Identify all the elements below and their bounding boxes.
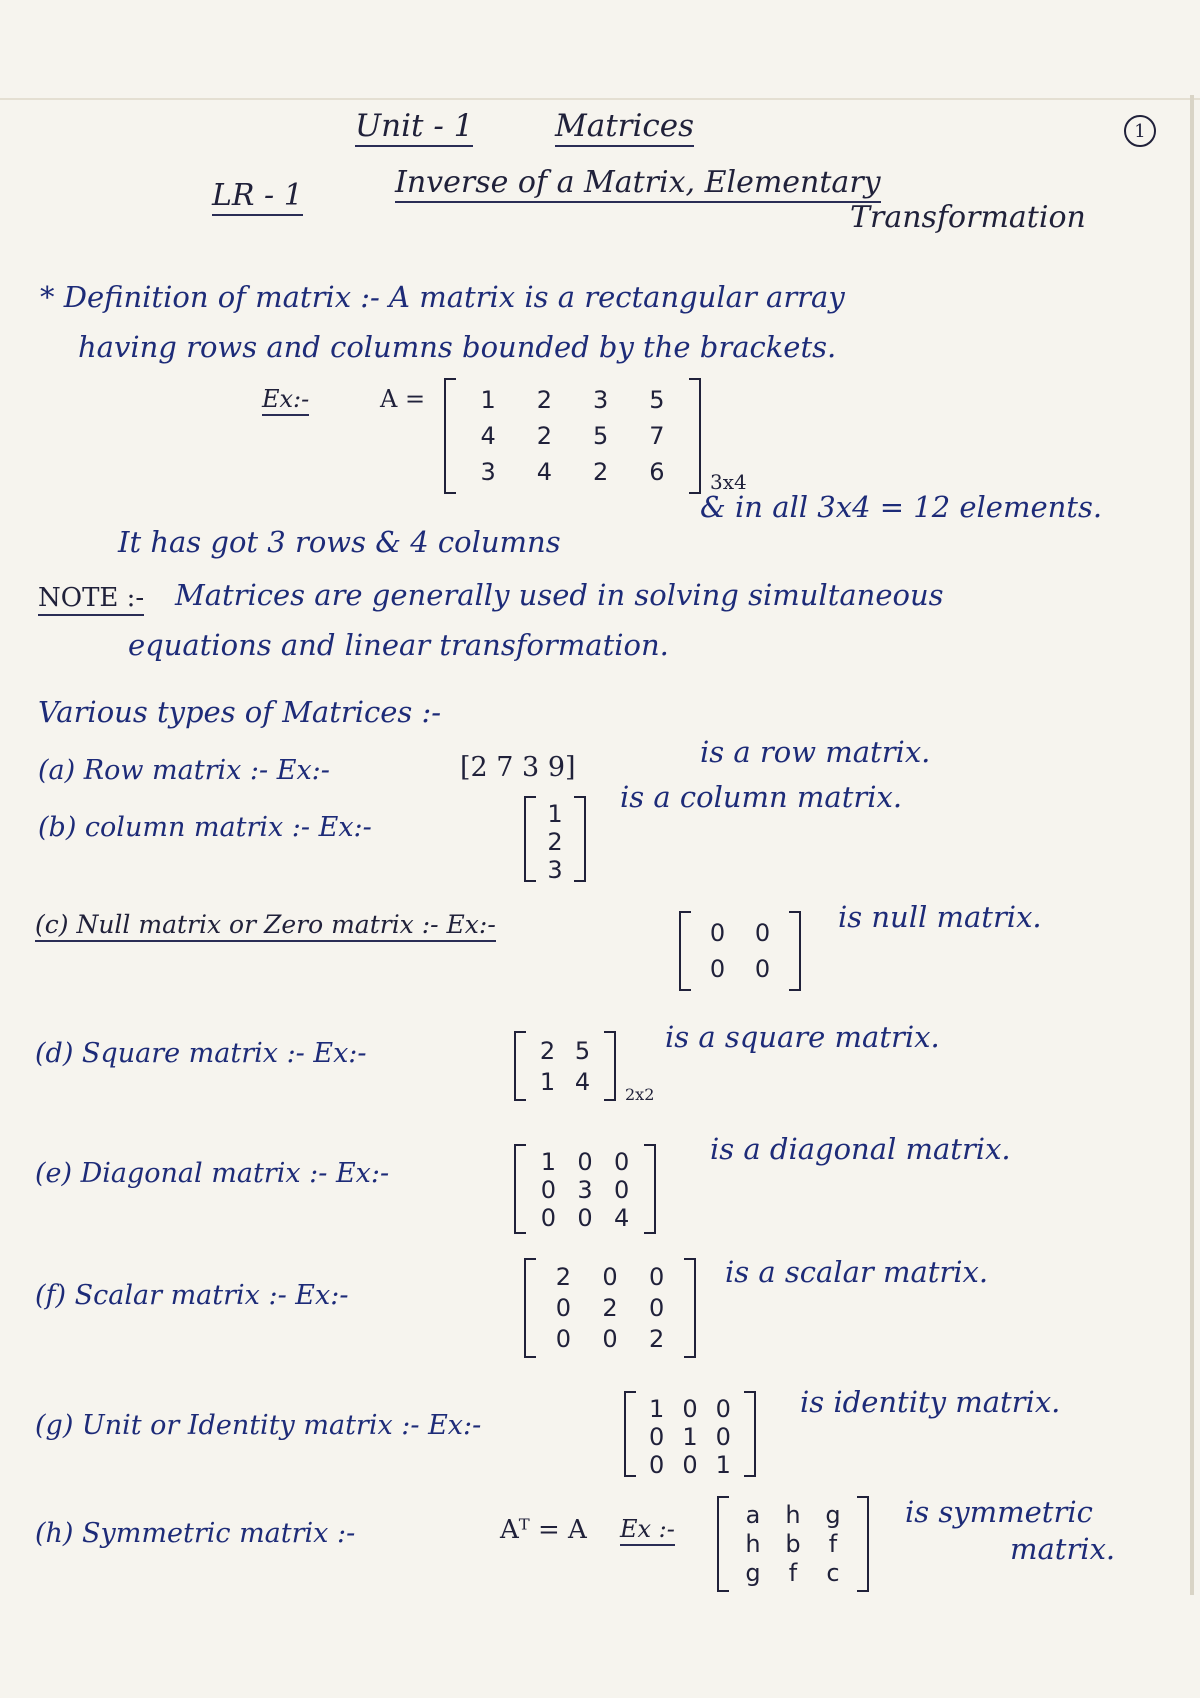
matrix-cell: 6 bbox=[649, 458, 665, 486]
row-matrix-desc: is a row matrix. bbox=[700, 735, 931, 769]
matrix-cell: 5 bbox=[592, 422, 609, 450]
square-matrix-order: 2x2 bbox=[625, 1085, 655, 1104]
matrix-var-name: A = bbox=[380, 385, 426, 413]
elements-count-note: & in all 3x4 = 12 elements. bbox=[700, 490, 1103, 524]
square-matrix-desc: is a square matrix. bbox=[665, 1020, 940, 1054]
matrix-cell: 4 bbox=[536, 458, 553, 486]
symmetric-matrix-label: (h) Symmetric matrix :- bbox=[35, 1518, 356, 1549]
row-matrix-label: (a) Row matrix :- Ex:- bbox=[38, 755, 330, 786]
null-matrix-label: (c) Null matrix or Zero matrix :- Ex:- bbox=[35, 910, 496, 942]
page-number: 1 bbox=[1124, 115, 1156, 147]
scalar-matrix-example bbox=[540, 1262, 680, 1354]
matrix-cell: 0 bbox=[715, 1395, 731, 1423]
scalar-matrix-desc: is a scalar matrix. bbox=[725, 1255, 989, 1289]
matrix-cell: 4 bbox=[574, 1067, 591, 1096]
matrix-cell: 0 bbox=[754, 919, 771, 947]
note-line1: Matrices are generally used in solving simultaneous bbox=[175, 578, 944, 612]
topic-title: Matrices bbox=[555, 108, 694, 147]
subtitle-line2: Transformation bbox=[850, 200, 1086, 235]
matrix-cell: 0 bbox=[577, 1148, 593, 1176]
matrix-cell: 2 bbox=[592, 458, 609, 486]
matrix-cell: 0 bbox=[709, 919, 726, 947]
matrix-cell: 3 bbox=[547, 856, 563, 884]
unit-title: Unit - 1 bbox=[355, 108, 473, 147]
matrix-cell: 0 bbox=[577, 1204, 593, 1232]
types-heading: Various types of Matrices :- bbox=[38, 695, 442, 729]
matrix-cell: 2 bbox=[536, 386, 553, 414]
identity-matrix-desc: is identity matrix. bbox=[800, 1385, 1061, 1419]
matrix-cell: a bbox=[745, 1500, 761, 1529]
matrix-cell: 0 bbox=[682, 1395, 698, 1423]
definition-line2: having rows and columns bounded by the brackets. bbox=[78, 330, 837, 364]
matrix-cell: 0 bbox=[540, 1176, 556, 1204]
matrix-cell: 0 bbox=[649, 1293, 665, 1322]
lecture-label: LR - 1 bbox=[212, 178, 303, 216]
matrix-cell: h bbox=[745, 1529, 761, 1558]
null-matrix-desc: is null matrix. bbox=[838, 900, 1042, 934]
matrix-cell: 0 bbox=[709, 955, 726, 983]
matrix-cell: 0 bbox=[754, 955, 771, 983]
definition-line1: * Definition of matrix :- A matrix is a rectangular array bbox=[40, 280, 845, 314]
rows-columns-note: It has got 3 rows & 4 columns bbox=[118, 525, 561, 559]
matrix-cell: 3 bbox=[577, 1176, 593, 1204]
matrix-cell: 1 bbox=[480, 386, 496, 414]
symmetric-condition: Aᵀ = A bbox=[500, 1515, 587, 1545]
matrix-cell: 4 bbox=[614, 1204, 630, 1232]
symmetric-matrix-desc-line1: is symmetric bbox=[905, 1495, 1093, 1529]
matrix-cell: 0 bbox=[715, 1423, 731, 1451]
matrix-cell: 1 bbox=[540, 1148, 556, 1176]
matrix-cell: 3 bbox=[480, 458, 496, 486]
matrix-cell: f bbox=[828, 1529, 838, 1558]
matrix-cell: f bbox=[788, 1559, 798, 1588]
symmetric-matrix-desc-line2: matrix. bbox=[1010, 1532, 1116, 1566]
matrix-cell: 4 bbox=[480, 422, 496, 450]
subtitle-line1: Inverse of a Matrix, Elementary bbox=[395, 165, 881, 203]
page-top-edge bbox=[0, 98, 1200, 100]
matrix-cell: 0 bbox=[649, 1263, 665, 1292]
matrix-cell: 0 bbox=[602, 1324, 618, 1353]
example-label: Ex:- bbox=[262, 385, 309, 416]
row-matrix-example: [2 7 3 9] bbox=[460, 752, 576, 783]
matrix-cell: c bbox=[826, 1559, 840, 1588]
matrix-cell: 2 bbox=[536, 422, 553, 450]
matrix-cell: 2 bbox=[555, 1263, 571, 1292]
matrix-cell: 1 bbox=[682, 1423, 698, 1451]
matrix-cell: 1 bbox=[547, 800, 563, 828]
matrix-cell: 0 bbox=[649, 1423, 665, 1451]
matrix-cell: 0 bbox=[649, 1451, 665, 1479]
matrix-cell: 2 bbox=[539, 1036, 556, 1065]
square-matrix-label: (d) Square matrix :- Ex:- bbox=[35, 1038, 367, 1069]
matrix-cell: 2 bbox=[649, 1324, 665, 1353]
matrix-cell: b bbox=[785, 1529, 801, 1558]
matrix-cell: g bbox=[825, 1500, 841, 1529]
matrix-cell: 1 bbox=[649, 1395, 665, 1423]
matrix-cell: 2 bbox=[602, 1293, 618, 1322]
matrix-cell: 2 bbox=[547, 828, 563, 856]
diagonal-matrix-desc: is a diagonal matrix. bbox=[710, 1132, 1011, 1166]
matrix-cell: 0 bbox=[614, 1176, 630, 1204]
example-matrix-3x4 bbox=[460, 382, 685, 490]
symmetric-ex-label: Ex :- bbox=[620, 1515, 675, 1546]
matrix-cell: g bbox=[745, 1559, 761, 1588]
matrix-cell: 0 bbox=[614, 1148, 630, 1176]
identity-matrix-example bbox=[640, 1395, 740, 1479]
page-right-edge bbox=[1190, 95, 1194, 1595]
column-matrix-example bbox=[540, 800, 570, 884]
note-label: NOTE :- bbox=[38, 583, 144, 616]
matrix-cell: 3 bbox=[592, 386, 609, 414]
column-matrix-label: (b) column matrix :- Ex:- bbox=[38, 812, 372, 843]
matrix-cell: 0 bbox=[555, 1324, 571, 1353]
matrix-cell: 0 bbox=[602, 1263, 618, 1292]
note-line2: equations and linear transformation. bbox=[128, 628, 669, 662]
matrix-cell: 1 bbox=[539, 1067, 556, 1096]
matrix-cell: 0 bbox=[540, 1204, 556, 1232]
scalar-matrix-label: (f) Scalar matrix :- Ex:- bbox=[35, 1280, 349, 1311]
matrix-cell: 0 bbox=[555, 1293, 571, 1322]
symmetric-matrix-example bbox=[733, 1500, 853, 1588]
diagonal-matrix-example bbox=[530, 1148, 640, 1230]
matrix-order: 3x4 bbox=[710, 470, 747, 494]
matrix-cell: 1 bbox=[715, 1451, 731, 1479]
matrix-cell: 0 bbox=[682, 1451, 698, 1479]
column-matrix-desc: is a column matrix. bbox=[620, 780, 903, 814]
matrix-cell: 5 bbox=[574, 1036, 591, 1065]
matrix-cell: 5 bbox=[649, 386, 665, 414]
identity-matrix-label: (g) Unit or Identity matrix :- Ex:- bbox=[35, 1410, 482, 1441]
diagonal-matrix-label: (e) Diagonal matrix :- Ex:- bbox=[35, 1158, 390, 1189]
matrix-cell: 7 bbox=[649, 422, 665, 450]
square-matrix-example bbox=[530, 1035, 600, 1097]
matrix-cell: h bbox=[785, 1500, 801, 1529]
null-matrix-example bbox=[695, 915, 785, 987]
